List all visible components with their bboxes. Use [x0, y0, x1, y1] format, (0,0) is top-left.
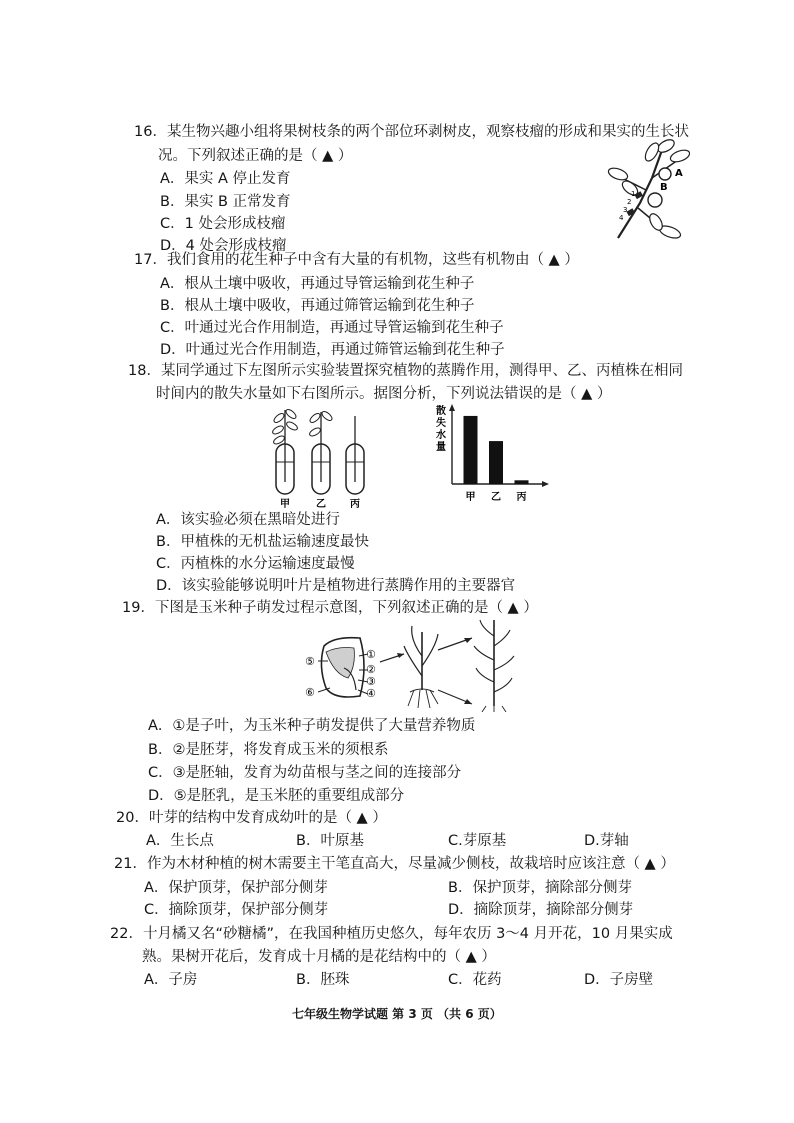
q19-label-5: ⑤ — [305, 655, 315, 668]
x-axis-arrow — [542, 481, 549, 487]
q19-label-1: ① — [366, 648, 376, 661]
q16-label-1: 1 — [631, 190, 636, 198]
q16-stem-line1: 16．某生物兴趣小组将果树枝条的两个部位环剥树皮，观察枝瘤的形成和果实的生长状 — [134, 124, 689, 140]
q18-option-d: D．该实验能够说明叶片是植物进行蒸腾作用的主要器官 — [156, 578, 516, 594]
q16-stem-line2: 况。下列叙述正确的是（ ▲ ） — [158, 148, 353, 164]
bar-0 — [464, 416, 478, 484]
q17-option-d: D．叶通过光合作用制造，再通过筛管运输到花生种子 — [160, 342, 505, 358]
y-axis-arrow — [449, 404, 455, 411]
q16-option-c: C．1 处会形成枝瘤 — [160, 216, 286, 232]
q16-label-4: 4 — [619, 214, 624, 222]
q19-option-c: C．③是胚轴，发育为幼苗根与茎之间的连接部分 — [148, 765, 462, 781]
q16-option-a: A．果实 A 停止发育 — [160, 171, 291, 187]
q16-label-b: B — [660, 182, 668, 193]
q21-option-c: C．摘除顶芽，保护部分侧芽 — [144, 902, 329, 918]
q19-label-4: ④ — [366, 687, 376, 700]
q19-option-b: B．②是胚芽，将发育成玉米的须根系 — [148, 742, 389, 758]
q19-label-2: ② — [366, 663, 376, 676]
q16-option-b: B．果实 B 正常发育 — [160, 194, 291, 210]
q16-branch-figure — [600, 138, 690, 240]
bar-2 — [515, 480, 529, 484]
q20-option-a: A．生长点 — [146, 833, 214, 849]
q18-water-loss-chart — [430, 402, 550, 512]
q22-stem-line2: 熟。果树开花后，发育成十月橘的是花结构中的（ ▲ ） — [142, 949, 496, 965]
x-tick-label: 甲 — [465, 492, 476, 503]
q17-option-a: A．根从土壤中吸收，再通过导管运输到花生种子 — [160, 276, 475, 292]
q18-tube-label-bing: 丙 — [350, 499, 360, 510]
q22-option-c: C．花药 — [448, 972, 502, 988]
q18-test-tubes-figure — [262, 404, 382, 512]
q19-option-d: D．⑤是胚乳，是玉米胚的重要组成部分 — [148, 788, 405, 804]
bar-1 — [489, 441, 503, 484]
q18-option-c: C．丙植株的水分运输速度最慢 — [156, 556, 355, 572]
q18-tube-label-jia: 甲 — [280, 499, 290, 510]
q21-option-b: B．保护顶芽，摘除部分侧芽 — [448, 880, 632, 896]
x-tick-label: 丙 — [516, 492, 527, 503]
q22-option-d: D．子房壁 — [584, 972, 654, 988]
q17-stem: 17．我们食用的花生种子中含有大量的有机物，这些有机物由（ ▲ ） — [134, 252, 579, 268]
q18-tube-label-yi: 乙 — [316, 499, 326, 510]
q17-option-b: B．根从土壤中吸收，再通过筛管运输到花生种子 — [160, 298, 475, 314]
q21-option-a: A．保护顶芽，保护部分侧芽 — [144, 880, 328, 896]
y-axis-label-char: 散 — [436, 406, 446, 417]
q16-label-2: 2 — [627, 198, 632, 206]
x-tick-label: 乙 — [491, 492, 501, 503]
y-axis-label-char: 失 — [436, 418, 446, 429]
q16-option-d: D．4 处会形成枝瘤 — [160, 238, 287, 254]
q16-label-3: 3 — [623, 206, 628, 214]
q20-option-d: D.芽轴 — [584, 833, 629, 849]
q18-stem-line2: 时间内的散失水量如下右图所示。据图分析，下列说法错误的是（ ▲ ） — [156, 386, 612, 402]
q19-corn-germination-figure — [304, 616, 524, 712]
q18-option-b: B．甲植株的无机盐运输速度最快 — [156, 534, 369, 550]
q20-stem: 20．叶芽的结构中发育成幼叶的是（ ▲ ） — [116, 810, 387, 826]
q19-label-6: ⑥ — [305, 686, 315, 699]
q16-label-a: A — [675, 168, 683, 179]
q21-stem: 21．作为木材种植的树木需要主干笔直高大，尽量减少侧枝，故栽培时应该注意（ ▲ ） — [114, 856, 675, 872]
q20-option-b: B．叶原基 — [296, 833, 364, 849]
q20-option-c: C.芽原基 — [448, 833, 507, 849]
y-axis-label-char: 量 — [436, 442, 446, 453]
q17-option-c: C．叶通过光合作用制造，再通过导管运输到花生种子 — [160, 320, 504, 336]
q18-option-a: A．该实验必须在黑暗处进行 — [156, 512, 340, 528]
q18-stem-line1: 18．某同学通过下左图所示实验装置探究植物的蒸腾作用，测得甲、乙、丙植株在相同 — [128, 363, 683, 379]
page-footer: 七年级生物学试题 第 3 页 （共 6 页） — [292, 1007, 502, 1021]
q22-option-a: A．子房 — [144, 972, 198, 988]
q22-option-b: B．胚珠 — [296, 972, 350, 988]
q21-option-d: D．摘除顶芽，摘除部分侧芽 — [448, 902, 634, 918]
q19-option-a: A．①是子叶，为玉米种子萌发提供了大量营养物质 — [148, 718, 476, 734]
q19-label-3: ③ — [366, 675, 376, 688]
q19-stem: 19．下图是玉米种子萌发过程示意图，下列叙述正确的是（ ▲ ） — [122, 600, 538, 616]
q22-stem-line1: 22．十月橘又名“砂糖橘”，在我国种植历史悠久，每年农历 3～4 月开花，10 月果实成 — [110, 926, 673, 942]
y-axis-label-char: 水 — [436, 430, 446, 441]
